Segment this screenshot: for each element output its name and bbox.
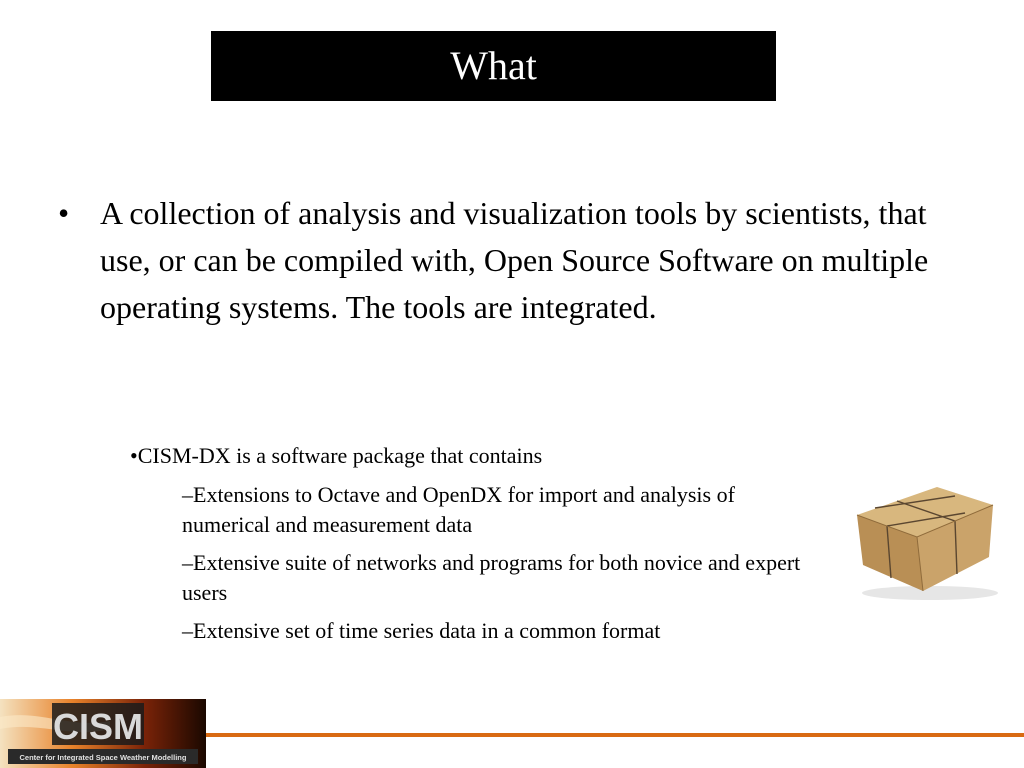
package-box-image	[845, 475, 1005, 605]
main-bullet-text: A collection of analysis and visualization tools by scientists, that use, or can be compiled with, Open Source Software on multiple operating systems. The tools are integrated.	[100, 195, 929, 325]
list-item: –Extensive suite of networks and programs for both novice and expert users	[182, 550, 801, 605]
bullet-marker: •	[58, 195, 70, 231]
slide-title: What	[450, 43, 537, 88]
logo-tagline: Center for Integrated Space Weather Modelling	[19, 753, 187, 762]
logo-wordmark: CISM	[53, 706, 143, 747]
list-item: –Extensions to Octave and OpenDX for import and analysis of numerical and measurement data	[182, 482, 735, 537]
slide-title-bar	[211, 31, 776, 101]
cism-logo	[0, 699, 206, 768]
package-box-icon	[845, 475, 1005, 605]
list-item: –Extensive set of time series data in a common format	[182, 618, 661, 643]
cism-logo-icon	[0, 699, 206, 768]
main-bullet	[58, 190, 958, 331]
sub-bullet-list	[182, 480, 822, 654]
sub-bullet: •CISM-DX is a software package that contains	[130, 443, 543, 468]
footer-divider	[206, 733, 1024, 737]
